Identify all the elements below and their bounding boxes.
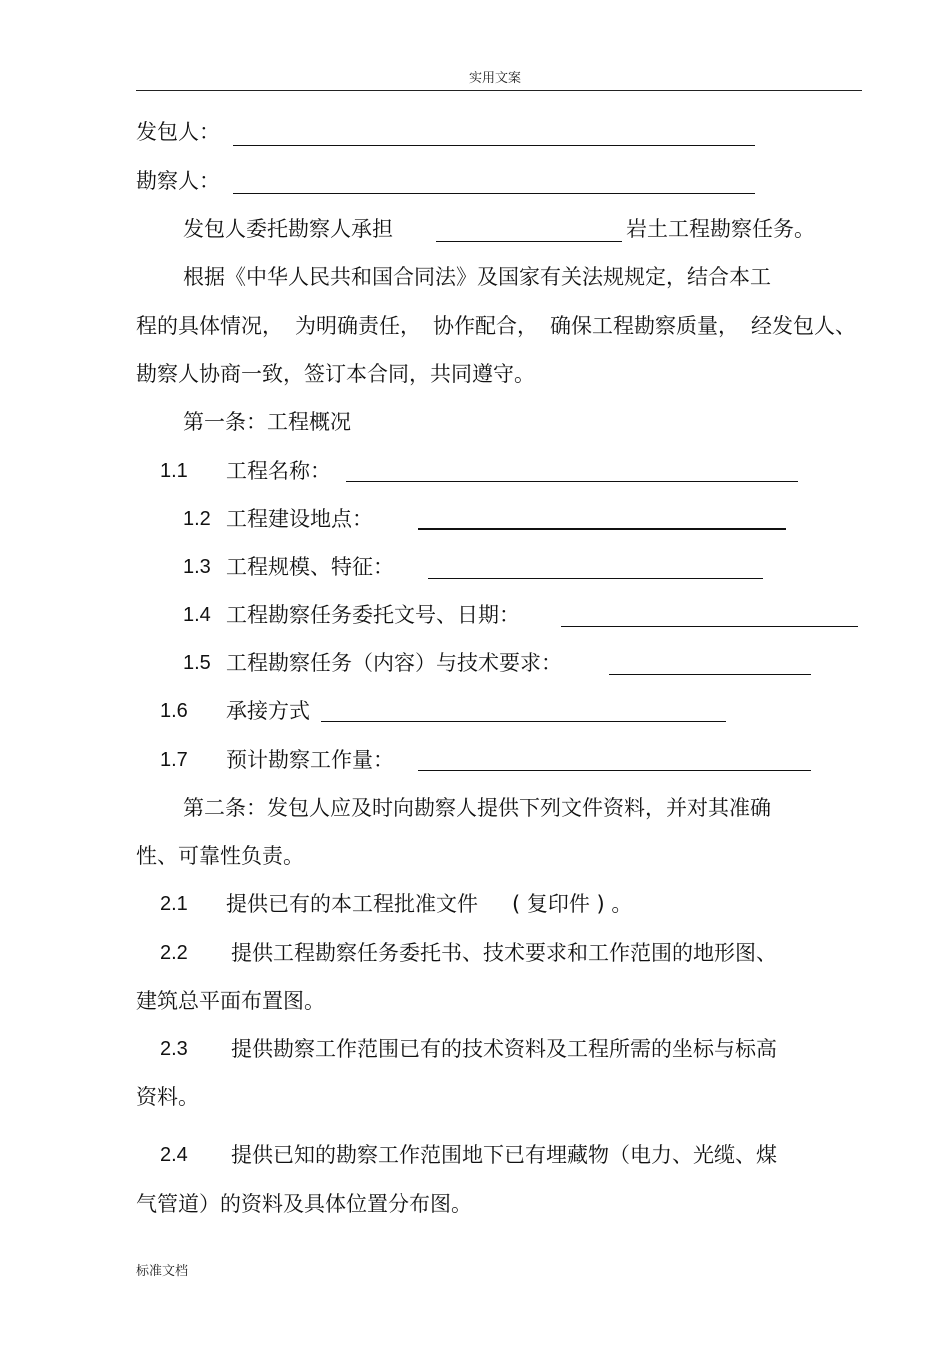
item-label: 工程名称： xyxy=(226,459,331,483)
item-blank xyxy=(561,626,858,627)
item-text-cont: 资料。 xyxy=(136,1085,199,1109)
item-number: 2.1 xyxy=(160,893,188,915)
intro-para-line2 xyxy=(136,311,856,341)
page-header: 实用文案 xyxy=(468,71,521,86)
item-number: 1.7 xyxy=(160,749,188,771)
item-text: 提供勘察工作范围已有的技术资料及工程所需的坐标与标高 xyxy=(231,1037,777,1061)
item-number: 1.4 xyxy=(183,604,211,626)
item-blank xyxy=(346,481,798,482)
article1-title: 第一条：工程概况 xyxy=(183,410,351,434)
item-number: 2.4 xyxy=(160,1144,188,1166)
item-blank xyxy=(609,674,811,675)
article2-title-line1: 第二条：发包人应及时向勘察人提供下列文件资料，并对其准确 xyxy=(183,796,771,820)
employer-blank xyxy=(233,145,755,146)
item-text-cont: 气管道）的资料及具体位置分布图。 xyxy=(136,1192,472,1216)
item-number: 1.3 xyxy=(183,556,211,578)
intro-para-line3: 勘察人协商一致，签订本合同，共同遵守。 xyxy=(136,362,535,386)
item-text-tail: ( 复印件 ) 。 xyxy=(512,892,633,916)
article2-title-line2: 性、可靠性负责。 xyxy=(136,844,304,868)
intro-phrase: 协作配合， xyxy=(433,314,538,338)
item-label: 工程勘察任务委托文号、日期： xyxy=(226,603,520,627)
header-divider xyxy=(136,90,862,91)
surveyor-label: 勘察人： xyxy=(136,169,220,193)
intro-para-line1: 根据《中华人民共和国合同法》及国家有关法规规定，结合本工 xyxy=(183,265,771,289)
item-text: 提供已知的勘察工作范围地下已有埋藏物（电力、光缆、煤 xyxy=(231,1143,777,1167)
item-number: 1.6 xyxy=(160,700,188,722)
item-text-cont: 建筑总平面布置图。 xyxy=(136,989,325,1013)
page-footer: 标准文档 xyxy=(136,1264,189,1279)
intro-phrase: 经发包人、 xyxy=(751,314,856,338)
item-label: 工程勘察任务（内容）与技术要求： xyxy=(226,651,562,675)
item-label: 承接方式 xyxy=(226,699,310,723)
intro-phrase: 为明确责任， xyxy=(295,314,421,338)
item-number: 1.5 xyxy=(183,652,211,674)
item-text: 提供已有的本工程批准文件 xyxy=(226,892,478,916)
item-number: 2.3 xyxy=(160,1038,188,1060)
item-number: 1.2 xyxy=(183,508,211,530)
intro-phrase: 程的具体情况， xyxy=(136,314,283,338)
employer-label: 发包人： xyxy=(136,120,220,144)
intro-phrase: 确保工程勘察质量， xyxy=(550,314,739,338)
item-text: 提供工程勘察任务委托书、技术要求和工作范围的地形图、 xyxy=(231,941,777,965)
entrust-suffix: 岩土工程勘察任务。 xyxy=(626,217,815,241)
item-blank xyxy=(321,721,726,722)
item-label: 工程规模、特征： xyxy=(226,555,394,579)
item-label: 工程建设地点： xyxy=(226,507,373,531)
item-blank xyxy=(418,528,786,530)
item-number: 1.1 xyxy=(160,460,188,482)
entrust-prefix: 发包人委托勘察人承担 xyxy=(183,217,393,241)
entrust-blank xyxy=(436,241,622,242)
item-label: 预计勘察工作量： xyxy=(226,748,394,772)
item-blank xyxy=(428,578,763,579)
item-number: 2.2 xyxy=(160,942,188,964)
surveyor-blank xyxy=(233,193,755,194)
item-blank xyxy=(418,770,811,771)
